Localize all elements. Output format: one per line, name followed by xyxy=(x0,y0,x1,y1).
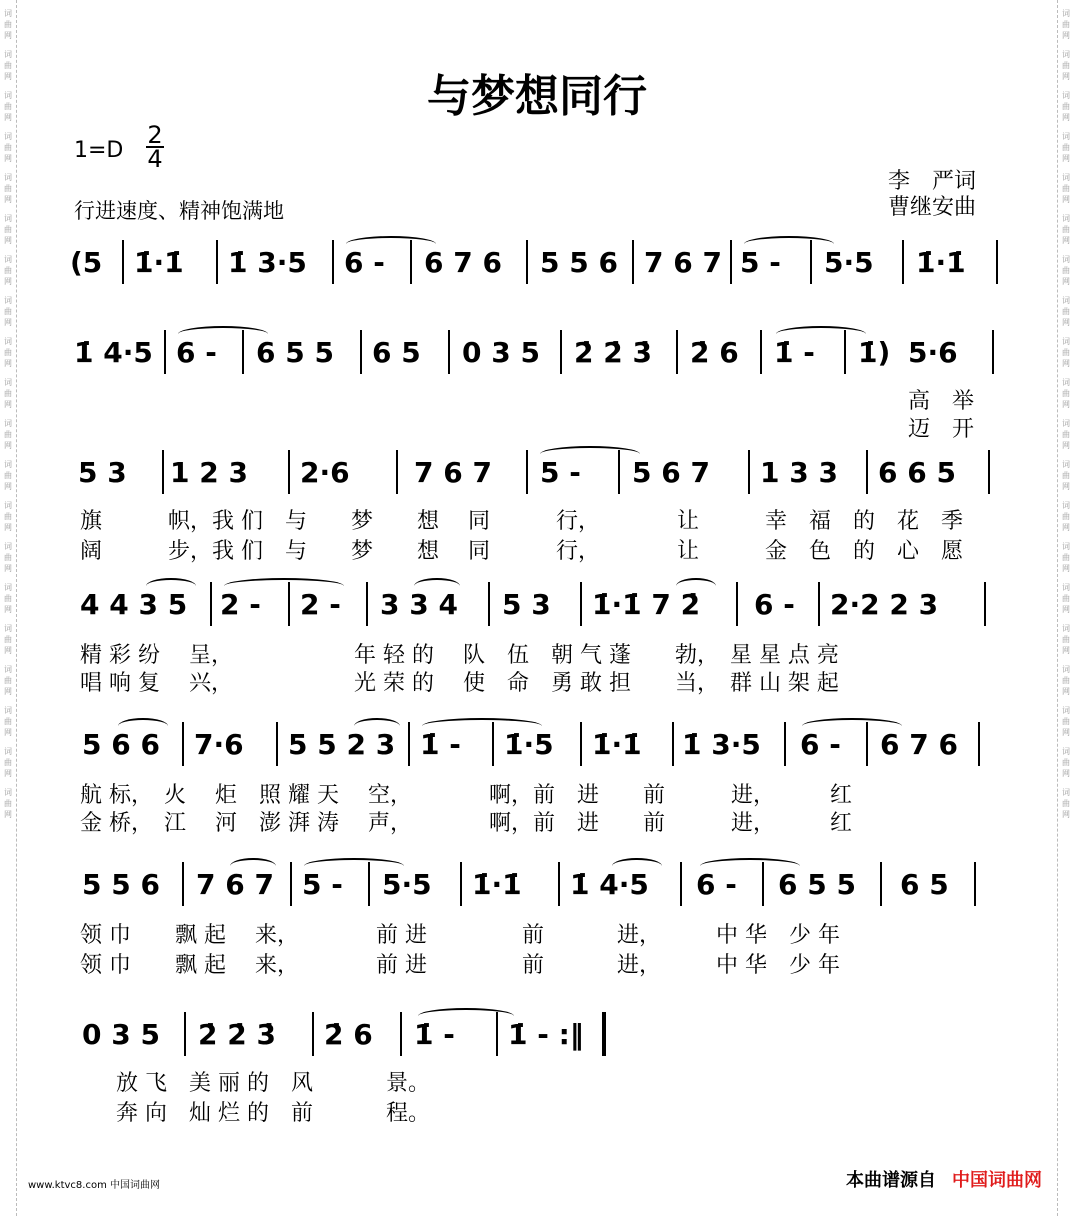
watermark: 词 曲 网 xyxy=(4,255,12,286)
note-group: 3 3 4 xyxy=(380,588,458,621)
watermark: 词 曲 网 xyxy=(4,419,12,450)
note-group: 5 - xyxy=(540,456,581,489)
watermark: 词 曲 网 xyxy=(4,9,12,40)
note-group: 2̇ 2̇ 3̇ xyxy=(198,1018,276,1051)
watermark: 词 曲 网 xyxy=(4,624,12,655)
lyric-line: 高 举 xyxy=(908,389,975,414)
watermark: 词 曲 网 xyxy=(4,296,12,327)
note-group: 1 3 3 xyxy=(760,456,838,489)
note-group: 6 - xyxy=(800,728,841,761)
watermark: 词 曲 网 xyxy=(4,583,12,614)
watermark: 词 曲 网 xyxy=(4,542,12,573)
source-note xyxy=(846,1166,1042,1192)
watermark: 词 曲 网 xyxy=(1062,132,1070,163)
watermark: 词 曲 网 xyxy=(1062,501,1070,532)
watermark: 词 曲 网 xyxy=(4,173,12,204)
note-group: 1̇ 3·5 xyxy=(682,728,761,761)
note-group: 1̇ 4·5 xyxy=(74,336,153,369)
lyric-line: 放 飞 美 丽 的 风 景。 xyxy=(116,1071,430,1096)
note-group: 1̇·1̇ xyxy=(472,868,522,901)
note-group: 6 6 5 xyxy=(878,456,956,489)
site-url: www.ktvc8.com 中国词曲网 xyxy=(28,1180,161,1191)
note-group: 6 5 xyxy=(372,336,421,369)
note-group: 6 - xyxy=(754,588,795,621)
note-group: 6 5 5 xyxy=(778,868,856,901)
lyric-line: 阔 步，我 们 与 梦 想 同 行， 让 金 色 的 心 愿 xyxy=(80,539,963,564)
watermark: 词 曲 网 xyxy=(4,788,12,819)
watermark: 词 曲 网 xyxy=(1062,337,1070,368)
staff-row-7 xyxy=(70,1012,1000,1060)
note-group: 2 - xyxy=(220,588,261,621)
watermark: 词 曲 网 xyxy=(1062,50,1070,81)
watermark: 词 曲 网 xyxy=(1062,706,1070,737)
note-group: 1̇·1̇ xyxy=(916,246,966,279)
lyric-line: 领 巾 飘 起 来， 前 进 前 进， 中 华 少 年 xyxy=(80,953,840,978)
note-group: 5 6 6 xyxy=(82,728,160,761)
watermark: 词 曲 网 xyxy=(1062,255,1070,286)
watermark: 词 曲 网 xyxy=(1062,214,1070,245)
staff-row-5 xyxy=(70,722,1000,770)
note-group: 5 - xyxy=(740,246,781,279)
note-group: 7·6 xyxy=(194,728,244,761)
note-group: 6 - xyxy=(696,868,737,901)
left-watermark-strip xyxy=(0,0,17,1216)
note-group: 6 5 xyxy=(900,868,949,901)
watermark: 词 曲 网 xyxy=(4,214,12,245)
lyric-line: 迈 开 xyxy=(908,417,975,442)
watermark: 词 曲 网 xyxy=(1062,583,1070,614)
source-brand: 中国词曲网 xyxy=(952,1170,1042,1191)
lyricist-credit: 李 严词 xyxy=(888,169,977,194)
note-group: 1̇ - :‖ xyxy=(508,1018,584,1051)
watermark: 词 曲 网 xyxy=(4,501,12,532)
note-group: 7 6 7 xyxy=(196,868,274,901)
staff-row-4 xyxy=(70,582,1000,630)
source-label: 本曲谱源自 xyxy=(846,1170,936,1191)
note-group: 2̇ 6 xyxy=(690,336,739,369)
watermark: 词 曲 网 xyxy=(4,378,12,409)
note-group: 4 4 3 5 xyxy=(80,588,188,621)
watermark: 词 曲 网 xyxy=(1062,460,1070,491)
watermark: 词 曲 网 xyxy=(4,706,12,737)
note-group: 1̇·1̇ xyxy=(592,728,642,761)
watermark: 词 曲 网 xyxy=(4,665,12,696)
note-group: 7 6 7 xyxy=(644,246,722,279)
note-group: 2̇ 2̇ 3̇ xyxy=(574,336,652,369)
watermark: 词 曲 网 xyxy=(1062,665,1070,696)
note-group: 6 7 6 xyxy=(880,728,958,761)
staff-row-6 xyxy=(70,862,1000,910)
watermark: 词 曲 网 xyxy=(1062,378,1070,409)
watermark: 词 曲 网 xyxy=(4,460,12,491)
time-signature: $\frac{2}{4}$ xyxy=(147,121,163,173)
lyric-line: 唱 响 复 兴， 光 荣 的 使 命 勇 敢 担 当， 群 山 架 起 xyxy=(80,671,839,696)
watermark: 词 曲 网 xyxy=(1062,173,1070,204)
note-group: 1̇ 3·5 xyxy=(228,246,307,279)
note-group: 0 3 5 xyxy=(462,336,540,369)
note-group: 5·5 xyxy=(382,868,432,901)
note-group: 1̇ 4·5 xyxy=(570,868,649,901)
lyric-line: 精 彩 纷 呈， 年 轻 的 队 伍 朝 气 蓬 勃， 星 星 点 亮 xyxy=(80,643,839,668)
watermark: 词 曲 网 xyxy=(4,747,12,778)
note-group: 2·2 2 3 xyxy=(830,588,939,621)
song-title: 与梦想同行 xyxy=(427,71,647,122)
note-group: 2·6 xyxy=(300,456,350,489)
note-group: 5 5 2 3 xyxy=(288,728,396,761)
watermark: 词 曲 网 xyxy=(1062,9,1070,40)
note-group: 1̇·1̇ 7 2̇ xyxy=(592,588,701,621)
tempo-marking: 行进速度、精神饱满地 xyxy=(74,199,284,223)
note-group: 7 6 7 xyxy=(414,456,492,489)
note-group: 5 - xyxy=(302,868,343,901)
watermark: 词 曲 网 xyxy=(4,337,12,368)
watermark: 词 曲 网 xyxy=(4,132,12,163)
right-watermark-strip xyxy=(1057,0,1074,1216)
lyric-line: 航 标， 火 炬 照 耀 天 空， 啊，前 进 前 进， 红 xyxy=(80,783,852,808)
note-group: 5 5 6 xyxy=(540,246,618,279)
note-group: (5 xyxy=(70,246,103,279)
watermark: 词 曲 网 xyxy=(1062,419,1070,450)
note-group: 1̇·5 xyxy=(504,728,554,761)
note-group: 5 3 xyxy=(78,456,127,489)
key-signature: 1=D xyxy=(74,138,124,163)
note-group: 2 - xyxy=(300,588,341,621)
watermark: 词 曲 网 xyxy=(4,91,12,122)
note-group: 5·6 xyxy=(908,336,958,369)
note-group: 5 3 xyxy=(502,588,551,621)
watermark: 词 曲 网 xyxy=(1062,91,1070,122)
lyric-line: 旗 帜，我 们 与 梦 想 同 行， 让 幸 福 的 花 季 xyxy=(80,509,963,534)
note-group: 0 3 5 xyxy=(82,1018,160,1051)
watermark: 词 曲 网 xyxy=(4,50,12,81)
staff-row-1 xyxy=(70,240,1000,288)
note-group: 5·5 xyxy=(824,246,874,279)
note-group: 5 5 6 xyxy=(82,868,160,901)
watermark: 词 曲 网 xyxy=(1062,542,1070,573)
note-group: 1̇ - xyxy=(420,728,461,761)
watermark: 词 曲 网 xyxy=(1062,624,1070,655)
note-group: 6 - xyxy=(344,246,385,279)
note-group: 6 7 6 xyxy=(424,246,502,279)
note-group: 2̇ 6 xyxy=(324,1018,373,1051)
note-group: 1̇ - xyxy=(414,1018,455,1051)
watermark: 词 曲 网 xyxy=(1062,296,1070,327)
note-group: 5 6 7 xyxy=(632,456,710,489)
note-group: 1̇) xyxy=(858,336,891,369)
staff-row-3 xyxy=(70,450,1000,498)
note-group: 1̇ - xyxy=(774,336,815,369)
note-group: 6 - xyxy=(176,336,217,369)
watermark: 词 曲 网 xyxy=(1062,747,1070,778)
lyric-line: 奔 向 灿 烂 的 前 程。 xyxy=(116,1101,430,1126)
watermark: 词 曲 网 xyxy=(1062,788,1070,819)
lyric-line: 金 桥， 江 河 澎 湃 涛 声， 啊，前 进 前 进， 红 xyxy=(80,811,852,836)
note-group: 1 2 3 xyxy=(170,456,248,489)
composer-credit: 曹继安曲 xyxy=(888,195,977,220)
lyric-line: 领 巾 飘 起 来， 前 进 前 进， 中 华 少 年 xyxy=(80,923,840,948)
staff-row-2 xyxy=(70,330,1000,378)
note-group: 1̇·1̇ xyxy=(134,246,184,279)
note-group: 6 5 5 xyxy=(256,336,334,369)
